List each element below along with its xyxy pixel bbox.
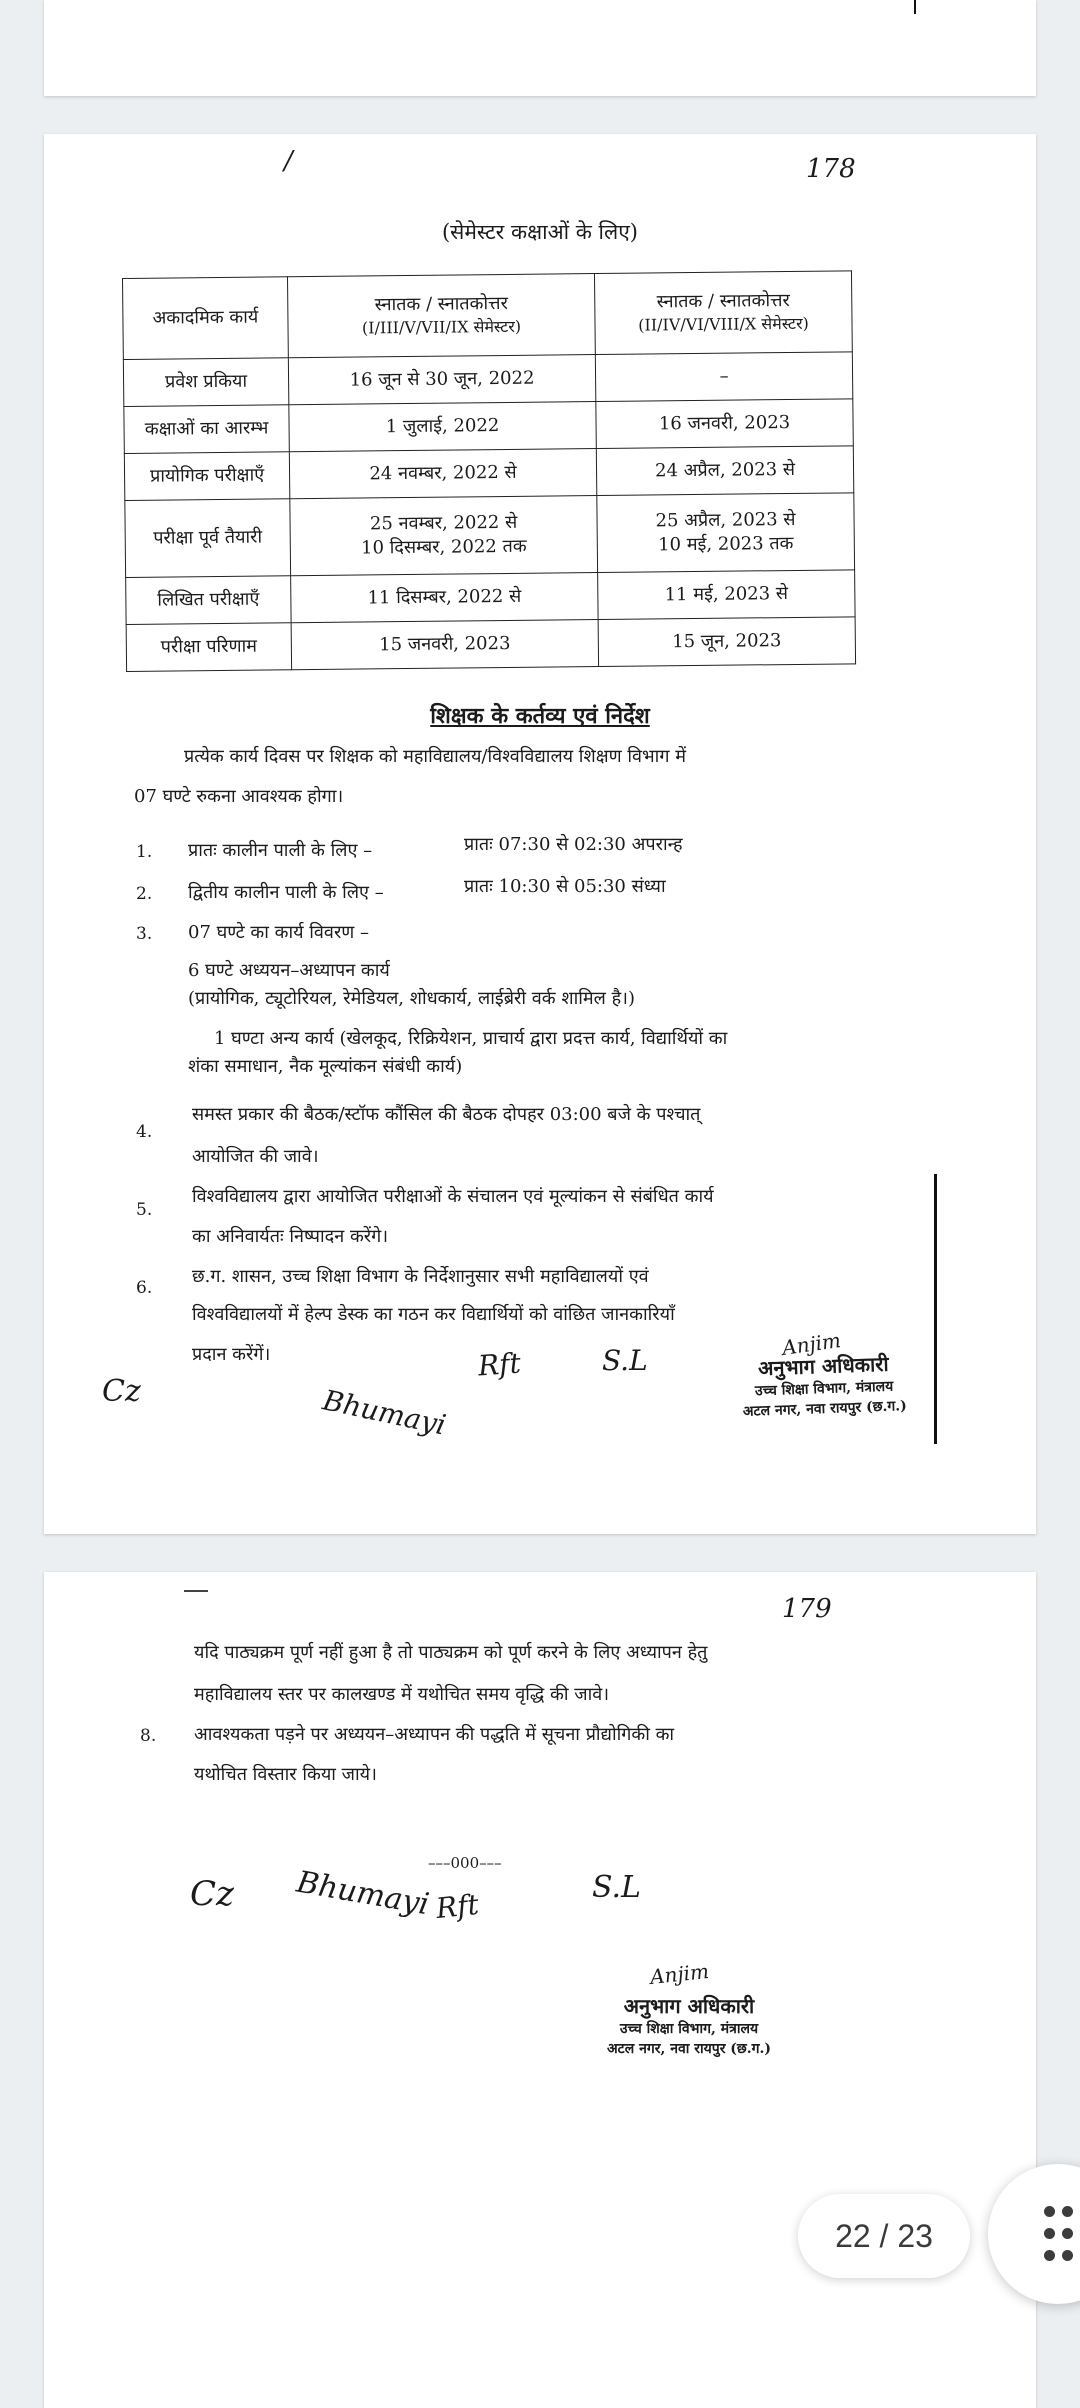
signature-3: Rft xyxy=(476,1346,522,1383)
table-cell-activity: कक्षाओं का आरम्भ xyxy=(124,405,289,454)
para-7-line-2: महाविद्यालय स्तर पर कालखण्ड में यथोचित समय वृद्धि की जावे। xyxy=(194,1684,610,1705)
table-cell-activity: लिखित परीक्षाएँ xyxy=(126,576,291,625)
item-6-line-2: विश्वविद्यालयों में हेल्प डेस्क का गठन कर विद्यार्थियों को वांछित जानकारियाँ xyxy=(192,1304,675,1325)
table-cell-activity: परीक्षा पूर्व तैयारी xyxy=(125,499,291,578)
duties-heading: शिक्षक के कर्तव्य एवं निर्देश xyxy=(430,703,650,729)
para-7-line-1: यदि पाठ्यक्रम पूर्ण नहीं हुआ है तो पाठ्यक्रम को पूर्ण करने के लिए अध्यापन हेतु xyxy=(194,1642,708,1663)
intro-line-1: प्रत्येक कार्य दिवस पर शिक्षक को महाविद्यालय/विश्वविद्यालय शिक्षण विभाग में xyxy=(184,746,686,767)
table-cell-odd: 1 जुलाई, 2022 xyxy=(289,402,596,452)
table-row xyxy=(126,617,855,672)
table-cell-odd: 11 दिसम्बर, 2022 से xyxy=(291,573,598,623)
academic-calendar-table xyxy=(122,270,856,672)
item-2-label: द्वितीय कालीन पाली के लिए – xyxy=(188,882,384,903)
table-row xyxy=(124,399,853,454)
signature-1: Cz xyxy=(190,1874,234,1914)
item-number: 4. xyxy=(136,1122,153,1142)
item-number: 5. xyxy=(136,1200,153,1220)
page-mark xyxy=(914,0,916,14)
document-page-22 xyxy=(44,134,1036,1534)
table-header-even-semester: स्नातक / स्नातकोत्तर (II/IV/VI/VIII/X सेमेस्टर) xyxy=(594,271,852,355)
item-3-sub-1: 6 घण्टे अध्ययन–अध्यापन कार्य xyxy=(188,960,390,981)
officer-dept: उच्च शिक्षा विभाग, मंत्रालय xyxy=(754,1378,894,1400)
table-cell-activity: परीक्षा परिणाम xyxy=(126,623,291,672)
section-title: (सेमेस्टर कक्षाओं के लिए) xyxy=(441,220,638,244)
item-3-sub-4: शंका समाधान, नैक मूल्यांकन संबंधी कार्य) xyxy=(188,1056,463,1077)
item-6-line-1: छ.ग. शासन, उच्च शिक्षा विभाग के निर्देशानुसार सभी महाविद्यालयों एवं xyxy=(192,1266,649,1287)
signature-1: Cz xyxy=(102,1374,141,1409)
item-8-line-2: यथोचित विस्तार किया जाये। xyxy=(194,1764,377,1785)
page-indicator[interactable]: 22 / 23 xyxy=(798,2194,970,2278)
item-8-line-1: आवश्यकता पड़ने पर अध्ययन–अध्यापन की पद्धति में सूचना प्रौद्योगिकी का xyxy=(194,1724,675,1745)
table-cell-even: 16 जनवरी, 2023 xyxy=(596,399,853,449)
officer-dept: उच्च शिक्षा विभाग, मंत्रालय xyxy=(619,2021,759,2037)
officer-address: अटल नगर, नवा रायपुर (छ.ग.) xyxy=(606,2041,771,2057)
officer-stamp xyxy=(683,1347,965,1424)
item-4-line-1: समस्त प्रकार की बैठक/स्टॉफ कौंसिल की बैठक दोपहर 03:00 बजे के पश्चात् xyxy=(192,1104,701,1125)
officer-title: अनुभाग अधिकारी xyxy=(757,1351,889,1381)
signature-2: Bhumayi xyxy=(319,1383,449,1442)
item-1-label: प्रातः कालीन पाली के लिए – xyxy=(188,840,373,861)
table-cell-activity: प्रवेश प्रकिया xyxy=(123,358,288,407)
signature-4: S.L xyxy=(592,1870,641,1905)
signature-2: Bhumayi xyxy=(293,1864,432,1923)
document-page-23 xyxy=(44,1572,1036,2408)
item-3-sub-3: 1 घण्टा अन्य कार्य (खेलकूद, रिक्रियेशन, प्राचार्य द्वारा प्रदत्त कार्य, विद्यार्थियों का xyxy=(214,1028,728,1049)
intro-line-2: 07 घण्टे रुकना आवश्यक होगा। xyxy=(134,786,344,807)
end-mark: –––000––– xyxy=(428,1854,502,1872)
table-cell-even: 11 मई, 2023 से xyxy=(598,570,855,620)
item-1-value: प्रातः 07:30 से 02:30 अपरान्ह xyxy=(464,834,683,855)
page-number: 178 xyxy=(806,154,856,184)
table-header-row xyxy=(123,271,853,360)
item-5-line-1: विश्वविद्यालय द्वारा आयोजित परीक्षाओं के संचालन एवं मूल्यांकन से संबंधित कार्य xyxy=(192,1186,714,1207)
item-6-line-3: प्रदान करेंगें। xyxy=(192,1344,271,1365)
page-number: 179 xyxy=(782,1594,832,1624)
table-cell-odd: 16 जून से 30 जून, 2022 xyxy=(288,355,595,405)
item-2-value: प्रातः 10:30 से 05:30 संध्या xyxy=(464,876,666,897)
item-3-text: 07 घण्टे का कार्य विवरण – xyxy=(188,922,370,943)
previous-page-fragment xyxy=(44,0,1036,96)
table-cell-activity: प्रायोगिक परीक्षाएँ xyxy=(124,452,289,501)
table-cell-odd: 25 नवम्बर, 2022 से 10 दिसम्बर, 2022 तक xyxy=(290,496,598,576)
item-5-line-2: का अनिवार्यतः निष्पादन करेंगे। xyxy=(192,1226,389,1247)
officer-address: अटल नगर, नवा रायपुर (छ.ग.) xyxy=(742,1398,908,1420)
item-number: 1. xyxy=(136,842,153,862)
signature-5: Anjim xyxy=(780,1328,843,1360)
table-cell-even: 25 अप्रैल, 2023 से 10 मई, 2023 तक xyxy=(597,493,855,573)
table-row xyxy=(125,493,855,578)
officer-stamp xyxy=(554,1992,824,2059)
signature-3: Rft xyxy=(434,1887,481,1926)
tick-mark: / xyxy=(284,146,293,176)
table-row xyxy=(126,570,855,625)
table-cell-even: 24 अप्रैल, 2023 से xyxy=(596,446,853,496)
table-cell-even: – xyxy=(595,352,852,402)
item-number: 3. xyxy=(136,924,153,944)
table-cell-odd: 24 नवम्बर, 2022 से xyxy=(289,449,596,499)
officer-title: अनुभाग अधिकारी xyxy=(623,1994,755,2018)
table-header-odd-semester: स्नातक / स्नातकोत्तर (I/III/V/VII/IX सेमेस्टर) xyxy=(287,274,595,358)
item-number: 2. xyxy=(136,884,153,904)
signature-5: Anjim xyxy=(648,1958,710,1990)
table-cell-even: 15 जून, 2023 xyxy=(598,617,855,667)
table-row xyxy=(123,352,852,407)
table-header-activity: अकादमिक कार्य xyxy=(123,277,289,360)
item-number: 8. xyxy=(140,1726,157,1746)
item-number: 6. xyxy=(136,1278,153,1298)
signature-4: S.L xyxy=(602,1344,648,1377)
dash-mark xyxy=(184,1590,208,1592)
table-row xyxy=(124,446,853,501)
item-4-line-2: आयोजित की जावे। xyxy=(192,1146,319,1167)
item-3-sub-2: (प्रायोगिक, ट्यूटोरियल, रेमेडियल, शोधकार्य, लाईब्रेरी वर्क शामिल है।) xyxy=(188,988,635,1009)
table-cell-odd: 15 जनवरी, 2023 xyxy=(291,620,598,670)
